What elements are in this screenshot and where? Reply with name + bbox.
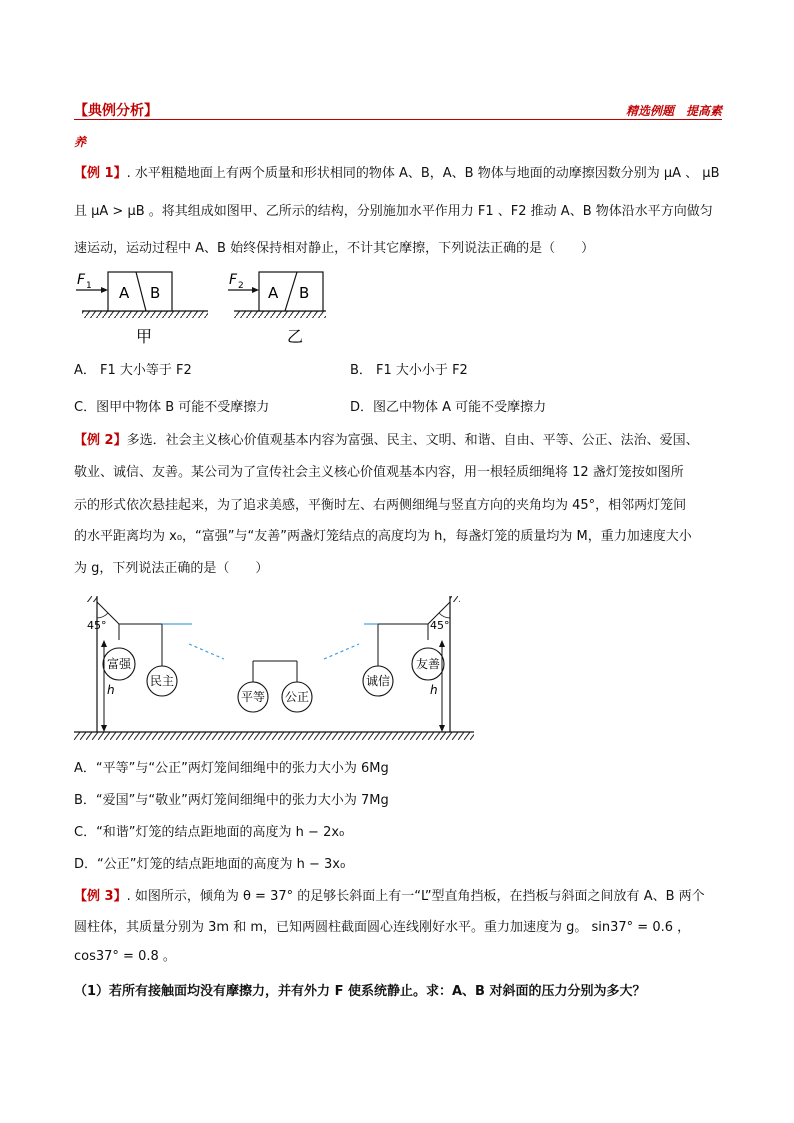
label-f2: F	[229, 272, 238, 288]
lantern-fuqiang	[103, 648, 135, 680]
ex2-text1: 多选．社会主义核心价值观基本内容为富强、民主、文明、和谐、自由、平等、公正、法治、爱国、	[126, 433, 699, 448]
ex3-text1: . 如图所示，倾角为 θ = 37° 的足够长斜面上有一“L”型直角挡板，在挡板与斜面之间放有 A、B 两个	[126, 889, 705, 904]
label-a-jia: A	[119, 284, 130, 302]
lantern-chengxin	[363, 666, 393, 696]
block-ab-jia	[108, 272, 172, 311]
ex1-line2: 且 μA > μB 。将其组成如图甲、乙所示的结构，分别施加水平作用力 F1 、F2 推动 A、B 物体沿水平方向做匀	[74, 204, 713, 219]
ex1-line3: 速运动，运动过程中 A、B 始终保持相对静止，不计其它摩擦，下列说法正确的是（ ）	[74, 241, 595, 256]
lantern-youshan	[412, 648, 444, 680]
ex2-line4: 的水平距离均为 x₀，“富强”与“友善”两盏灯笼结点的高度均为 h，每盏灯笼的质量均为 M，重力加速度大小	[74, 529, 692, 544]
ex1-line1	[74, 165, 724, 183]
ex1-option-a: A． F1 大小等于 F2	[74, 363, 192, 378]
caption-yi: 乙	[287, 327, 304, 346]
svg-text:民主: 民主	[149, 674, 175, 688]
ex1-text1: . 水平粗糙地面上有两个质量和形状相同的物体 A、B，A、B 物体与地面的动摩擦因数分别为 μA 、 μB	[126, 166, 720, 181]
label-b-yi: B	[299, 284, 310, 302]
ex1-option-d: D．图乙中物体 A 可能不受摩擦力	[350, 400, 547, 415]
ex2-line3: 示的形式依次悬挂起来，为了追求美感，平衡时左、右两侧细绳与竖直方向的夹角均为 45°，相邻两灯笼间	[74, 498, 687, 513]
svg-text:公正: 公正	[284, 690, 310, 704]
ex3-question-1: （1）若所有接触面均没有摩擦力，并有外力 F 使系统静止。求：A、B 对斜面的压力分别为多大？	[74, 984, 646, 999]
ex1-tag: 【例 1】	[74, 166, 127, 181]
figure-yi	[228, 272, 326, 346]
section-subtitle-continued: 养	[74, 135, 87, 149]
rope-dashed-right	[324, 644, 359, 659]
section-subtitle: 精选例题 提高素	[625, 104, 722, 118]
svg-text:h: h	[430, 683, 438, 697]
arrow-f1	[101, 287, 108, 293]
label-f1: F	[77, 272, 86, 288]
lantern-minzhu	[147, 666, 177, 696]
ex1-option-b: B． F1 大小小于 F2	[350, 363, 468, 378]
label-a-yi: A	[268, 284, 279, 302]
ex2-option-c: C．“和谐”灯笼的结点距地面的高度为 h − 2x₀	[74, 825, 345, 840]
label-b-jia: B	[150, 284, 161, 302]
header-divider	[74, 119, 722, 120]
rope-dashed-left	[189, 644, 224, 659]
arrow-f2	[252, 287, 259, 293]
ex2-option-d: D．“公正”灯笼的结点距地面的高度为 h − 3x₀	[74, 857, 346, 872]
svg-text:诚信: 诚信	[365, 674, 391, 688]
ex3-line1	[74, 888, 724, 906]
ex2-line5: 为 g，下列说法正确的是（ ）	[74, 561, 269, 576]
ex2-line1	[74, 432, 724, 450]
ex2-option-b: B．“爱国”与“敬业”两灯笼间细绳中的张力大小为 7Mg	[74, 793, 389, 808]
svg-text:友善: 友善	[415, 657, 441, 671]
figure-jia	[76, 272, 208, 346]
label-f1-sub: 1	[86, 281, 92, 291]
caption-jia: 甲	[136, 327, 153, 346]
ex3-line2: 圆柱体，其质量分别为 3m 和 m，已知两圆柱截面圆心连线刚好水平。重力加速度为 g。 sin37° = 0.6 ，	[74, 920, 691, 935]
ex1-figure	[74, 268, 334, 348]
ex3-line3: cos37° = 0.8 。	[74, 949, 176, 964]
angle-right: 45°	[430, 619, 450, 632]
lantern-gongzheng	[282, 682, 312, 712]
ex2-line2: 敬业、诚信、友善。某公司为了宣传社会主义核心价值观基本内容，用一根轻质细绳将 12 盏灯笼按如图所	[74, 465, 684, 480]
section-title: 【典例分析】	[74, 103, 158, 119]
ex2-figure	[74, 588, 476, 744]
svg-text:富强: 富强	[106, 657, 132, 671]
ex1-option-c: C．图甲中物体 B 可能不受摩擦力	[74, 400, 270, 415]
svg-text:平等: 平等	[240, 690, 266, 704]
ex3-tag: 【例 3】	[74, 889, 127, 904]
ex2-option-a: A．“平等”与“公正”两灯笼间细绳中的张力大小为 6Mg	[74, 761, 389, 776]
ex2-tag: 【例 2】	[74, 433, 127, 448]
angle-left: 45°	[87, 619, 107, 632]
label-f2-sub: 2	[238, 281, 244, 291]
svg-text:h: h	[107, 683, 115, 697]
lantern-pingdeng	[238, 682, 268, 712]
